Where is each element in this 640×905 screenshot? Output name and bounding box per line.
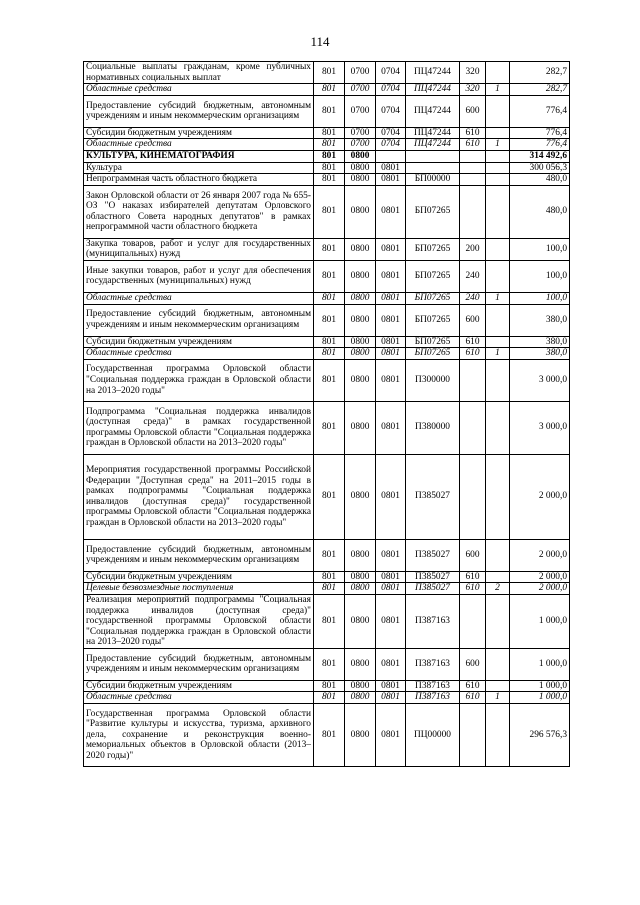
row-source-cell — [486, 401, 510, 454]
page-number: 114 — [310, 34, 330, 49]
row-sum-cell: 296 576,3 — [510, 704, 570, 767]
row-expense-type-cell: 610 — [460, 348, 486, 360]
row-target-article-cell: П385027 — [406, 454, 460, 539]
row-expense-type-cell — [460, 401, 486, 454]
row-name-cell: Иные закупки товаров, работ и услуг для обеспечения государственных (муниципальных) нужд — [84, 260, 314, 292]
row-subsection-cell: 0801 — [376, 571, 406, 583]
row-sum-cell: 1 000,0 — [510, 680, 570, 692]
row-name-cell: Предоставление субсидий бюджетным, автономным учреждениям и иным некоммерческим организациям — [84, 539, 314, 571]
row-source-cell: 1 — [486, 292, 510, 304]
row-name-cell: Закупка товаров, работ и услуг для государственных (муниципальных) нужд — [84, 238, 314, 260]
row-sum-cell: 100,0 — [510, 238, 570, 260]
row-target-article-cell: П387163 — [406, 594, 460, 648]
row-sum-cell: 300 056,3 — [510, 162, 570, 174]
table-row — [84, 260, 570, 292]
row-name-cell: Предоставление субсидий бюджетным, автономным учреждениям и иным некоммерческим организациям — [84, 304, 314, 336]
row-subsection-cell: 0801 — [376, 583, 406, 595]
row-section-cell: 0800 — [345, 238, 376, 260]
row-source-cell — [486, 174, 510, 186]
row-name-cell: Культура — [84, 162, 314, 174]
row-subsection-cell: 0801 — [376, 539, 406, 571]
row-source-cell — [486, 359, 510, 401]
table-row — [84, 348, 570, 360]
row-sum-cell: 1 000,0 — [510, 692, 570, 704]
table-row — [84, 454, 570, 539]
row-target-article-cell: П380000 — [406, 401, 460, 454]
row-section-cell: 0800 — [345, 454, 376, 539]
row-subsection-cell: 0801 — [376, 174, 406, 186]
row-section-cell: 0800 — [345, 304, 376, 336]
row-source-cell — [486, 680, 510, 692]
row-subsection-cell: 0801 — [376, 238, 406, 260]
row-sum-cell: 380,0 — [510, 348, 570, 360]
row-code-cell: 801 — [314, 139, 345, 151]
row-expense-type-cell: 610 — [460, 139, 486, 151]
row-source-cell — [486, 162, 510, 174]
row-code-cell: 801 — [314, 162, 345, 174]
row-target-article-cell: БП07265 — [406, 260, 460, 292]
row-subsection-cell: 0801 — [376, 348, 406, 360]
row-expense-type-cell: 600 — [460, 304, 486, 336]
row-source-cell — [486, 304, 510, 336]
row-target-article-cell: П385027 — [406, 583, 460, 595]
row-source-cell — [486, 260, 510, 292]
row-code-cell: 801 — [314, 95, 345, 127]
row-code-cell: 801 — [314, 571, 345, 583]
row-expense-type-cell — [460, 162, 486, 174]
row-target-article-cell: БП07265 — [406, 348, 460, 360]
row-sum-cell: 2 000,0 — [510, 539, 570, 571]
row-sum-cell: 100,0 — [510, 292, 570, 304]
row-section-cell: 0800 — [345, 260, 376, 292]
row-code-cell: 801 — [314, 401, 345, 454]
row-section-cell: 0800 — [345, 174, 376, 186]
row-source-cell: 1 — [486, 348, 510, 360]
row-target-article-cell: ПЦ47244 — [406, 62, 460, 84]
row-source-cell — [486, 539, 510, 571]
table-row — [84, 571, 570, 583]
row-name-cell: Субсидии бюджетным учреждениям — [84, 680, 314, 692]
row-section-cell: 0800 — [345, 583, 376, 595]
row-expense-type-cell: 320 — [460, 62, 486, 84]
row-code-cell: 801 — [314, 174, 345, 186]
row-expense-type-cell: 320 — [460, 84, 486, 96]
row-code-cell: 801 — [314, 336, 345, 348]
row-source-cell: 1 — [486, 692, 510, 704]
row-sum-cell: 100,0 — [510, 260, 570, 292]
row-target-article-cell: БП07265 — [406, 336, 460, 348]
row-target-article-cell: П385027 — [406, 539, 460, 571]
row-code-cell: 801 — [314, 304, 345, 336]
row-sum-cell: 282,7 — [510, 62, 570, 84]
row-expense-type-cell — [460, 704, 486, 767]
row-code-cell: 801 — [314, 648, 345, 680]
row-sum-cell: 776,4 — [510, 95, 570, 127]
row-sum-cell: 380,0 — [510, 304, 570, 336]
row-source-cell — [486, 594, 510, 648]
row-subsection-cell — [376, 150, 406, 162]
row-code-cell: 801 — [314, 359, 345, 401]
row-sum-cell: 282,7 — [510, 84, 570, 96]
table-row — [84, 680, 570, 692]
table-row — [84, 185, 570, 238]
table-row — [84, 62, 570, 84]
row-name-cell: Государственная программа Орловской области "Социальная поддержка граждан в Орловской области на 2013–2020 годы" — [84, 359, 314, 401]
row-source-cell — [486, 704, 510, 767]
table-row — [84, 238, 570, 260]
row-expense-type-cell: 240 — [460, 292, 486, 304]
row-subsection-cell: 0704 — [376, 127, 406, 139]
row-code-cell: 801 — [314, 539, 345, 571]
table-row — [84, 150, 570, 162]
row-expense-type-cell: 610 — [460, 583, 486, 595]
row-name-cell: Субсидии бюджетным учреждениям — [84, 336, 314, 348]
row-target-article-cell: П387163 — [406, 692, 460, 704]
row-name-cell: Закон Орловской области от 26 января 2007 года № 655-ОЗ "О наказах избирателей депутатам Орловского областного Совета народных депутатов" в рамках непрограммной части областного бюджета — [84, 185, 314, 238]
row-code-cell: 801 — [314, 238, 345, 260]
row-expense-type-cell: 240 — [460, 260, 486, 292]
row-name-cell: Областные средства — [84, 84, 314, 96]
row-target-article-cell: БП07265 — [406, 292, 460, 304]
row-section-cell: 0700 — [345, 84, 376, 96]
row-target-article-cell: БП07265 — [406, 238, 460, 260]
row-code-cell: 801 — [314, 594, 345, 648]
row-name-cell: Реализация мероприятий подпрограммы "Социальная поддержка инвалидов (доступная среда)" государственной программы Орловской области "Социальная поддержка граждан в Орловской области на 2013–2020 годы" — [84, 594, 314, 648]
row-target-article-cell: ПЦ47244 — [406, 127, 460, 139]
row-code-cell: 801 — [314, 84, 345, 96]
table-row — [84, 594, 570, 648]
row-name-cell: Областные средства — [84, 348, 314, 360]
row-section-cell: 0800 — [345, 336, 376, 348]
row-name-cell: Непрограммная часть областного бюджета — [84, 174, 314, 186]
row-code-cell: 801 — [314, 454, 345, 539]
row-subsection-cell: 0801 — [376, 401, 406, 454]
row-name-cell: Социальные выплаты гражданам, кроме публичных нормативных социальных выплат — [84, 62, 314, 84]
row-subsection-cell: 0801 — [376, 648, 406, 680]
row-subsection-cell: 0801 — [376, 292, 406, 304]
row-sum-cell: 3 000,0 — [510, 401, 570, 454]
row-subsection-cell: 0801 — [376, 359, 406, 401]
row-expense-type-cell — [460, 185, 486, 238]
row-section-cell: 0700 — [345, 62, 376, 84]
row-code-cell: 801 — [314, 704, 345, 767]
row-target-article-cell: БП07265 — [406, 304, 460, 336]
row-name-cell: Предоставление субсидий бюджетным, автономным учреждениям и иным некоммерческим организациям — [84, 648, 314, 680]
table-row — [84, 359, 570, 401]
row-source-cell — [486, 454, 510, 539]
row-target-article-cell — [406, 162, 460, 174]
row-target-article-cell: БП00000 — [406, 174, 460, 186]
row-sum-cell: 480,0 — [510, 185, 570, 238]
row-expense-type-cell: 600 — [460, 648, 486, 680]
table-row — [84, 401, 570, 454]
row-sum-cell: 380,0 — [510, 336, 570, 348]
row-name-cell: Государственная программа Орловской области "Развитие культуры и искусства, туризма, архивного дела, сохранение и реконструкция военно-мемориальных объектов в Орловской области (2013–2020 годы)" — [84, 704, 314, 767]
row-target-article-cell: П385027 — [406, 571, 460, 583]
row-name-cell: Целевые безвозмездные поступления — [84, 583, 314, 595]
row-name-cell: Подпрограмма "Социальная поддержка инвалидов (доступная среда)" в рамках государственной программы Орловской области "Социальная поддержка граждан в Орловской области на 2013–2020 годы" — [84, 401, 314, 454]
table-row — [84, 162, 570, 174]
table-row — [84, 292, 570, 304]
row-subsection-cell: 0801 — [376, 594, 406, 648]
row-code-cell: 801 — [314, 680, 345, 692]
row-target-article-cell — [406, 150, 460, 162]
row-source-cell — [486, 571, 510, 583]
row-source-cell — [486, 62, 510, 84]
row-source-cell — [486, 648, 510, 680]
row-sum-cell: 1 000,0 — [510, 594, 570, 648]
row-source-cell — [486, 127, 510, 139]
row-subsection-cell: 0801 — [376, 692, 406, 704]
row-expense-type-cell — [460, 174, 486, 186]
row-section-cell: 0700 — [345, 139, 376, 151]
row-subsection-cell: 0801 — [376, 680, 406, 692]
table-row — [84, 304, 570, 336]
row-section-cell: 0800 — [345, 162, 376, 174]
row-section-cell: 0800 — [345, 359, 376, 401]
row-source-cell — [486, 150, 510, 162]
row-target-article-cell: ПЦ47244 — [406, 139, 460, 151]
row-subsection-cell: 0801 — [376, 304, 406, 336]
row-target-article-cell: П300000 — [406, 359, 460, 401]
row-section-cell: 0800 — [345, 539, 376, 571]
row-source-cell — [486, 238, 510, 260]
row-section-cell: 0700 — [345, 127, 376, 139]
row-subsection-cell: 0801 — [376, 162, 406, 174]
row-target-article-cell: ПЦ47244 — [406, 84, 460, 96]
row-name-cell: Областные средства — [84, 139, 314, 151]
budget-table — [83, 61, 570, 767]
row-section-cell: 0800 — [345, 704, 376, 767]
table-row — [84, 704, 570, 767]
row-code-cell: 801 — [314, 583, 345, 595]
row-name-cell: Предоставление субсидий бюджетным, автономным учреждениям и иным некоммерческим организациям — [84, 95, 314, 127]
row-sum-cell: 3 000,0 — [510, 359, 570, 401]
row-code-cell: 801 — [314, 150, 345, 162]
row-sum-cell: 314 492,6 — [510, 150, 570, 162]
row-sum-cell: 1 000,0 — [510, 648, 570, 680]
table-row — [84, 336, 570, 348]
row-code-cell: 801 — [314, 260, 345, 292]
row-target-article-cell: ПЦ00000 — [406, 704, 460, 767]
row-section-cell: 0800 — [345, 648, 376, 680]
row-subsection-cell: 0801 — [376, 260, 406, 292]
row-code-cell: 801 — [314, 292, 345, 304]
row-subsection-cell: 0801 — [376, 185, 406, 238]
table-row — [84, 539, 570, 571]
row-expense-type-cell — [460, 454, 486, 539]
row-section-cell: 0800 — [345, 692, 376, 704]
table-row — [84, 127, 570, 139]
row-code-cell: 801 — [314, 62, 345, 84]
row-target-article-cell: БП07265 — [406, 185, 460, 238]
row-subsection-cell: 0704 — [376, 95, 406, 127]
row-source-cell — [486, 95, 510, 127]
row-section-cell: 0800 — [345, 185, 376, 238]
row-section-cell: 0700 — [345, 95, 376, 127]
row-name-cell: Областные средства — [84, 692, 314, 704]
row-source-cell — [486, 336, 510, 348]
row-code-cell: 801 — [314, 185, 345, 238]
row-section-cell: 0800 — [345, 292, 376, 304]
row-name-cell: КУЛЬТУРА, КИНЕМАТОГРАФИЯ — [84, 150, 314, 162]
row-sum-cell: 2 000,0 — [510, 454, 570, 539]
row-name-cell: Мероприятия государственной программы Российской Федерации "Доступная среда" на 2011–2015 годы в рамках подпрограммы "Социальная поддержка инвалидов (доступная среда)" государственной программы Орловской области "Социальная поддержка граждан в Орловской области на 2013–2020 годы" — [84, 454, 314, 539]
row-sum-cell: 2 000,0 — [510, 571, 570, 583]
row-target-article-cell: ПЦ47244 — [406, 95, 460, 127]
row-target-article-cell: П387163 — [406, 648, 460, 680]
row-code-cell: 801 — [314, 127, 345, 139]
row-expense-type-cell: 610 — [460, 571, 486, 583]
row-sum-cell: 776,4 — [510, 127, 570, 139]
row-section-cell: 0800 — [345, 680, 376, 692]
row-expense-type-cell — [460, 359, 486, 401]
row-section-cell: 0800 — [345, 594, 376, 648]
row-name-cell: Субсидии бюджетным учреждениям — [84, 571, 314, 583]
table-row — [84, 648, 570, 680]
row-source-cell — [486, 185, 510, 238]
row-source-cell: 2 — [486, 583, 510, 595]
row-name-cell: Субсидии бюджетным учреждениям — [84, 127, 314, 139]
row-subsection-cell: 0801 — [376, 336, 406, 348]
table-row — [84, 174, 570, 186]
row-name-cell: Областные средства — [84, 292, 314, 304]
row-section-cell: 0800 — [345, 401, 376, 454]
row-sum-cell: 2 000,0 — [510, 583, 570, 595]
table-row — [84, 95, 570, 127]
row-subsection-cell: 0801 — [376, 454, 406, 539]
row-code-cell: 801 — [314, 692, 345, 704]
table-row — [84, 139, 570, 151]
table-row — [84, 583, 570, 595]
row-subsection-cell: 0704 — [376, 84, 406, 96]
row-expense-type-cell — [460, 594, 486, 648]
row-expense-type-cell: 610 — [460, 692, 486, 704]
row-sum-cell: 480,0 — [510, 174, 570, 186]
row-section-cell: 0800 — [345, 571, 376, 583]
row-source-cell: 1 — [486, 84, 510, 96]
row-expense-type-cell: 610 — [460, 680, 486, 692]
row-subsection-cell: 0801 — [376, 704, 406, 767]
table-row — [84, 84, 570, 96]
row-section-cell: 0800 — [345, 348, 376, 360]
row-expense-type-cell: 600 — [460, 95, 486, 127]
row-source-cell: 1 — [486, 139, 510, 151]
row-target-article-cell: П387163 — [406, 680, 460, 692]
row-expense-type-cell: 610 — [460, 127, 486, 139]
row-subsection-cell: 0704 — [376, 62, 406, 84]
row-expense-type-cell — [460, 150, 486, 162]
row-code-cell: 801 — [314, 348, 345, 360]
table-row — [84, 692, 570, 704]
row-subsection-cell: 0704 — [376, 139, 406, 151]
row-expense-type-cell: 600 — [460, 539, 486, 571]
row-expense-type-cell: 200 — [460, 238, 486, 260]
row-expense-type-cell: 610 — [460, 336, 486, 348]
row-section-cell: 0800 — [345, 150, 376, 162]
row-sum-cell: 776,4 — [510, 139, 570, 151]
